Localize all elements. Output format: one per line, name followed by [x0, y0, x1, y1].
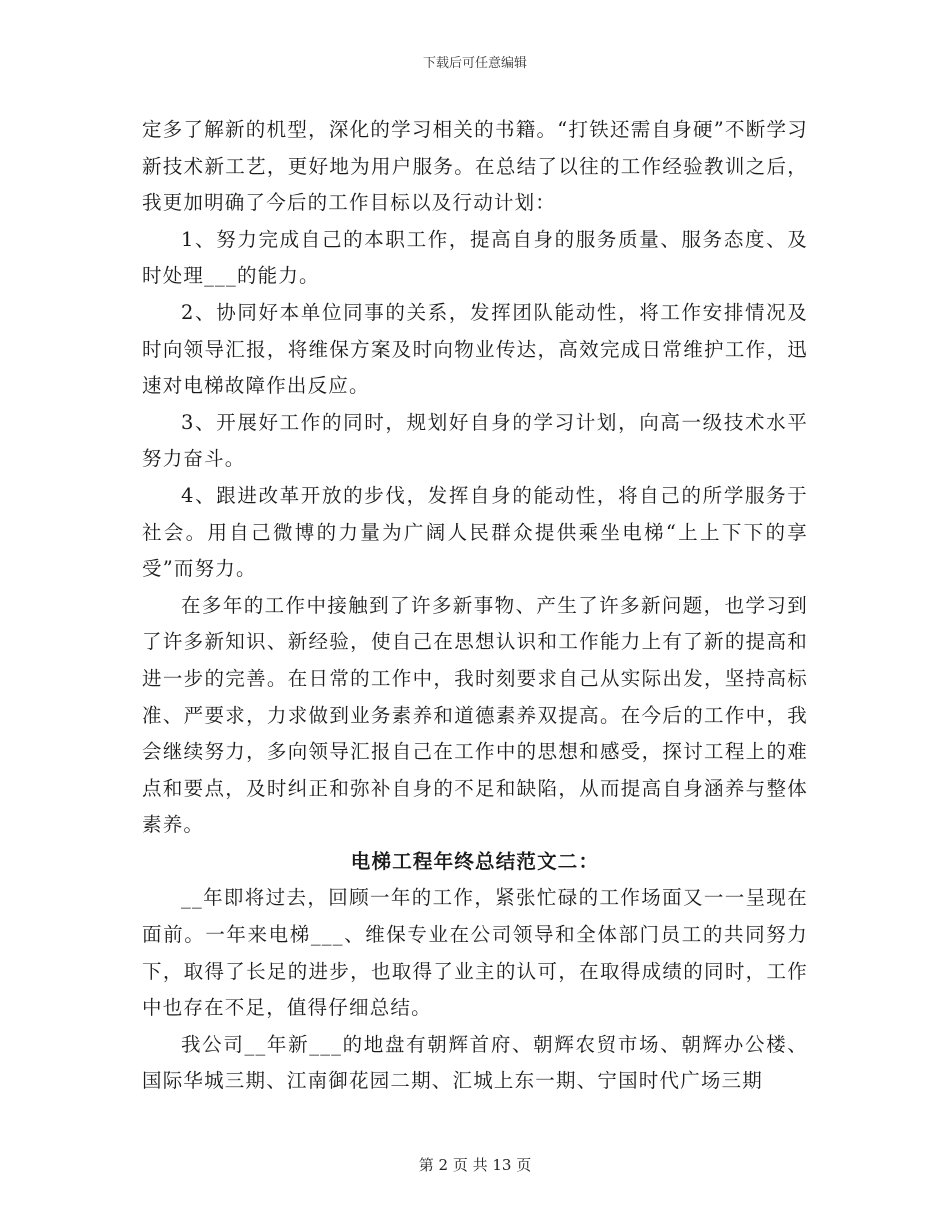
body-paragraph: 定多了解新的机型，深化的学习相关的书籍。“打铁还需自身硬”不断学习新技术新工艺，更好地为用户服务。在总结了以往的工作经验教训之后，我更加明确了今后的工作目标以及行动计划：: [142, 118, 808, 215]
list-item-3: 3、开展好工作的同时，规划好自身的学习计划，向高一级技术水平努力奋斗。: [142, 410, 808, 471]
page-footer: 第 2 页 共 13 页: [418, 1156, 532, 1174]
list-item-2: 2、协同好本单位同事的关系，发挥团队能动性，将工作安排情况及时向领导汇报，将维保方案及时向物业传达，高效完成日常维护工作，迅速对电梯故障作出反应。: [142, 300, 808, 398]
list-item-4: 4、跟进改革开放的步伐，发挥自身的能动性，将自己的所学服务于社会。用自己微博的力量为广阔人民群众提供乘坐电梯“上上下下的享受”而努力。: [142, 483, 808, 581]
page-header: 下载后可任意编辑: [422, 56, 527, 71]
section-heading: 电梯工程年终总结范文二：: [350, 849, 600, 873]
body-paragraph: __年即将过去，回顾一年的工作，紧张忙碌的工作场面又一一呈现在面前。一年来电梯___、维保专业在公司领导和全体部门员工的共同努力下，取得了长足的进步，也取得了业主的认可，在取得成绩的同时，工作中也存在不足，值得仔细总结。: [142, 886, 808, 1020]
document-body: [142, 112, 808, 1100]
body-paragraph: 我公司__年新___的地盘有朝辉首府、朝辉农贸市场、朝辉办公楼、国际华城三期、江南御花园二期、汇城上东一期、宁国时代广场三期: [142, 1032, 808, 1093]
body-paragraph: 在多年的工作中接触到了许多新事物、产生了许多新问题，也学习到了许多新知识、新经验，使自己在思想认识和工作能力上有了新的提高和进一步的完善。在日常的工作中，我时刻要求自己从实际出发，坚持高标准、严要求，力求做到业务素养和道德素养双提高。在今后的工作中，我会继续努力，多向领导汇报自己在工作中的思想和感受，探讨工程上的难点和要点，及时纠正和弥补自身的不足和缺陷，从而提高自身涵养与整体素养。: [142, 593, 808, 837]
list-item-1: 1、努力完成自己的本职工作，提高自身的服务质量、服务态度、及时处理___的能力。: [142, 227, 808, 288]
